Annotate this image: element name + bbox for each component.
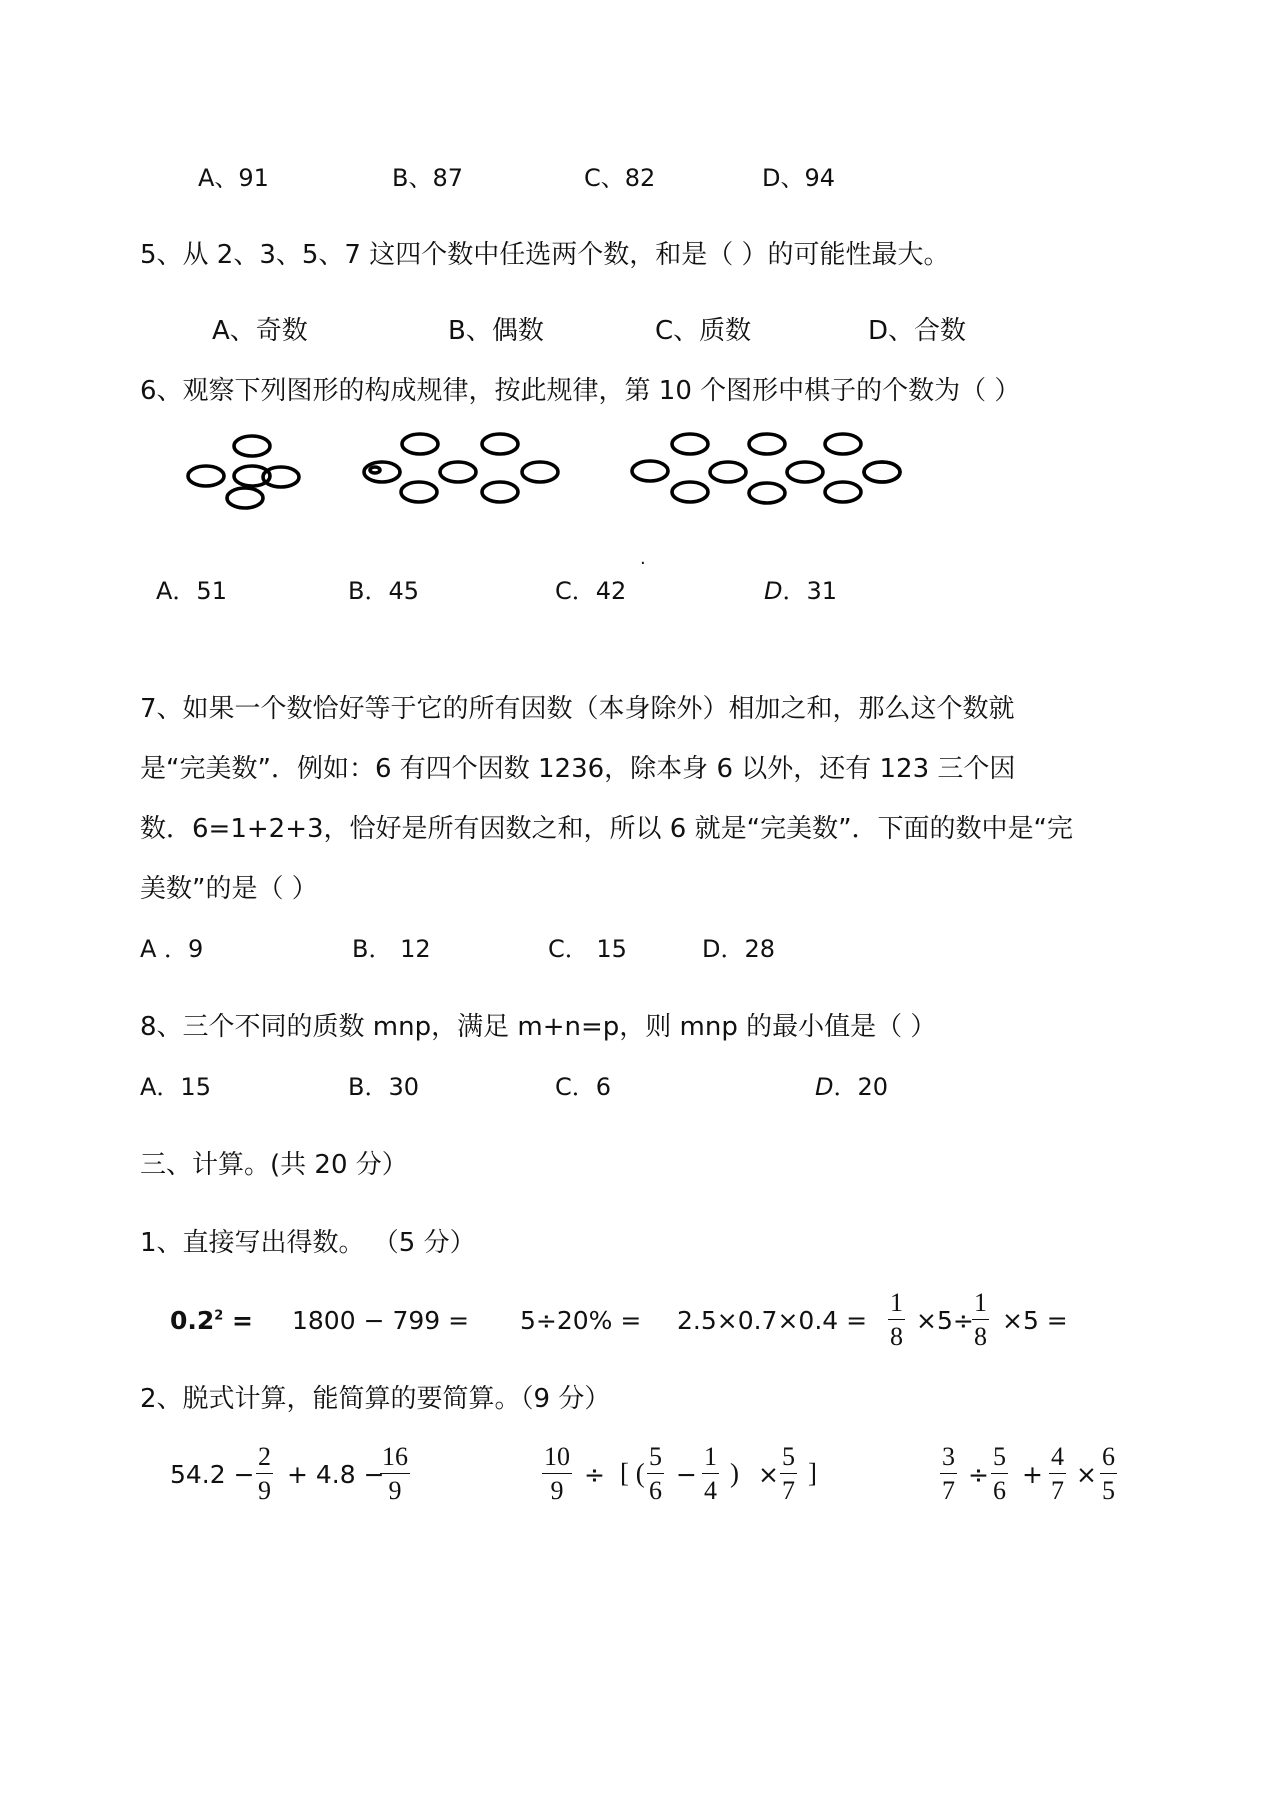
expr-2-fraction-1-denominator: 9: [550, 1476, 564, 1505]
calc-4-expression: 2.5×0.7×0.4 =: [677, 1306, 868, 1335]
q6-piece: [710, 462, 746, 482]
q6-piece: [440, 462, 476, 482]
expr-2-fraction-2: [647, 1444, 664, 1504]
q6-piece: [482, 434, 518, 454]
q8-option-a: [140, 1075, 211, 1099]
expr-3-plus: +: [1022, 1460, 1043, 1489]
calc-5-fraction-2: [972, 1290, 989, 1350]
q8-stem: 8、三个不同的质数 mnp，满足 m+n=p，则 mnp 的最小值是（ ）: [140, 1012, 937, 1042]
expr-2-fraction-4-numerator: 5: [780, 1444, 797, 1474]
q6-option-d-letter: D: [764, 577, 783, 605]
expr-3-times: ×: [1076, 1460, 1097, 1489]
q5-option-a: A、奇数: [212, 316, 308, 346]
expr-1-fraction-1-numerator: 2: [256, 1444, 273, 1474]
q4-option-d: D、94: [762, 164, 836, 192]
expr-2-fraction-2-numerator: 5: [647, 1444, 664, 1474]
q5-option-d: D、合数: [868, 316, 967, 346]
q6-stray-dot: .: [640, 548, 646, 569]
expr-2-close-bracket: ]: [808, 1458, 817, 1488]
q6-piece: [672, 482, 708, 502]
expr-2-open-brackets: [ (: [620, 1458, 645, 1488]
q7-line-1: 7、如果一个数恰好等于它的所有因数（本身除外）相加之和，那么这个数就: [140, 694, 1015, 724]
expr-1-fraction-2: [380, 1444, 410, 1504]
q4-option-b: B、87: [392, 164, 464, 192]
q8-option-b-value: ．30: [364, 1073, 420, 1101]
q6-option-b-value: ．45: [364, 577, 420, 605]
expr-2-close-paren: ): [730, 1458, 739, 1488]
calc-5-fraction-1-numerator: 1: [888, 1290, 905, 1320]
q7-option-d: D．28: [702, 935, 776, 963]
q4-option-c: C、82: [584, 164, 656, 192]
q6-piece: [227, 488, 263, 508]
expr-1-fraction-2-numerator: 16: [380, 1444, 410, 1474]
q5-option-b: B、偶数: [448, 316, 544, 346]
q8-option-c-letter: C: [555, 1073, 572, 1101]
calc-1-exponent: 2: [214, 1308, 224, 1324]
expr-2-fraction-3: [702, 1444, 719, 1504]
q7-option-b: B． 12: [352, 935, 431, 963]
q6-option-c-value: ．42: [571, 577, 627, 605]
expr-2-minus: −: [676, 1460, 697, 1489]
expr-3-fraction-1-numerator: 3: [940, 1444, 957, 1474]
expr-3-fraction-3: [1049, 1444, 1066, 1504]
expr-1-mid: + 4.8 −: [287, 1460, 385, 1489]
q6-piece: [749, 483, 785, 503]
sub2-title: 2、脱式计算，能简算的要简算。（9 分）: [140, 1384, 611, 1414]
expr-1-lead: 54.2 −: [170, 1460, 255, 1489]
q8-option-c-value: ．6: [571, 1073, 612, 1101]
expr-2-times: ×: [758, 1460, 779, 1489]
expr-3-fraction-2-numerator: 5: [991, 1444, 1008, 1474]
expr-2-fraction-4: [780, 1444, 797, 1504]
q6-piece: [672, 434, 708, 454]
q6-piece: [749, 434, 785, 454]
q6-option-a-letter: A: [156, 577, 173, 605]
q8-option-d: [815, 1075, 888, 1099]
expr-2-divide: ÷: [584, 1460, 605, 1489]
q6-pattern-figures: [175, 432, 915, 512]
expr-3-fraction-3-numerator: 4: [1049, 1444, 1066, 1474]
calc-3-expression: 5÷20% =: [520, 1306, 642, 1335]
expr-2-fraction-3-numerator: 1: [702, 1444, 719, 1474]
q8-option-a-letter: A: [140, 1073, 157, 1101]
expr-1-fraction-1: [256, 1444, 273, 1504]
q8-option-d-letter: D: [815, 1073, 834, 1101]
expr-3-fraction-4: [1100, 1444, 1117, 1504]
q6-figure-1: [188, 436, 299, 508]
calc-5-operator-mid: ×5÷: [916, 1306, 974, 1335]
q5-option-c: C、质数: [655, 316, 752, 346]
q7-line-2: 是“完美数”．例如：6 有四个因数 1236，除本身 6 以外，还有 123 三个因: [140, 754, 1016, 784]
expr-2-fraction-4-denominator: 7: [782, 1476, 795, 1505]
q7-line-4: 美数”的是（ ）: [140, 874, 318, 904]
q7-option-c: C． 15: [548, 935, 627, 963]
calc-1-base: 0.2: [170, 1306, 215, 1335]
calc-1-equals: =: [223, 1306, 253, 1335]
q7-line-3: 数．6=1+2+3，恰好是所有因数之和，所以 6 就是“完美数”．下面的数中是“完: [140, 814, 1074, 844]
calc-5-operator-end: ×5 =: [1002, 1306, 1068, 1335]
expr-2-fraction-2-denominator: 6: [649, 1476, 662, 1505]
calc-1-expression: [170, 1308, 253, 1333]
q6-piece: [188, 466, 224, 486]
calc-5-fraction-2-numerator: 1: [972, 1290, 989, 1320]
q8-option-a-value: ．15: [156, 1073, 211, 1101]
q5-stem: 5、从 2、3、5、7 这四个数中任选两个数，和是（ ）的可能性最大。: [140, 240, 950, 270]
section3-title: 三、计算。(共 20 分）: [140, 1150, 408, 1180]
q6-piece: [402, 434, 438, 454]
q6-option-a-value: ．51: [172, 577, 227, 605]
q6-piece: [632, 461, 668, 481]
q4-option-a: A、91: [198, 164, 269, 192]
q6-piece: [522, 462, 558, 482]
q8-option-b: [348, 1075, 419, 1099]
expr-2-fraction-3-denominator: 4: [704, 1476, 717, 1505]
q8-option-c: [555, 1075, 611, 1099]
expr-3-fraction-4-numerator: 6: [1100, 1444, 1117, 1474]
expr-1-fraction-1-denominator: 9: [258, 1476, 271, 1505]
q6-option-c-letter: C: [555, 577, 572, 605]
q6-piece: [370, 467, 380, 473]
calc-5-fraction-1-denominator: 8: [890, 1322, 903, 1351]
q6-option-c: [555, 579, 626, 603]
q6-option-b-letter: B: [348, 577, 365, 605]
q6-piece: [825, 482, 861, 502]
expr-2-fraction-1: [542, 1444, 572, 1504]
calc-5-fraction-1: [888, 1290, 905, 1350]
calc-5-fraction-2-denominator: 8: [974, 1322, 987, 1351]
expr-3-divide: ÷: [968, 1460, 989, 1489]
q8-option-b-letter: B: [348, 1073, 365, 1101]
q8-option-d-value: ．20: [833, 1073, 889, 1101]
q6-figure-3: [632, 434, 900, 503]
q6-option-b: [348, 579, 419, 603]
q6-option-a: [156, 579, 227, 603]
expr-3-fraction-4-denominator: 5: [1102, 1476, 1115, 1505]
expr-2-fraction-1-numerator: 10: [542, 1444, 572, 1474]
q6-piece: [401, 482, 437, 502]
q6-option-d: [764, 579, 837, 603]
sub1-title: 1、直接写出得数。 （5 分）: [140, 1228, 476, 1258]
q6-figure-2: [364, 434, 558, 502]
expr-3-fraction-3-denominator: 7: [1051, 1476, 1064, 1505]
q6-piece: [482, 482, 518, 502]
expr-1-fraction-2-denominator: 9: [388, 1476, 402, 1505]
q6-piece: [234, 436, 270, 456]
q6-stem: 6、观察下列图形的构成规律，按此规律，第 10 个图形中棋子的个数为（ ）: [140, 376, 1021, 406]
calc-2-expression: 1800 − 799 =: [292, 1306, 470, 1335]
q7-option-a: A ．9: [140, 935, 204, 963]
q6-piece: [864, 462, 900, 482]
expr-3-fraction-1-denominator: 7: [942, 1476, 955, 1505]
expr-3-fraction-2-denominator: 6: [993, 1476, 1006, 1505]
expr-3-fraction-2: [991, 1444, 1008, 1504]
q6-option-d-value: ．31: [782, 577, 838, 605]
q6-piece: [787, 462, 823, 482]
expr-3-fraction-1: [940, 1444, 957, 1504]
q6-piece: [825, 434, 861, 454]
